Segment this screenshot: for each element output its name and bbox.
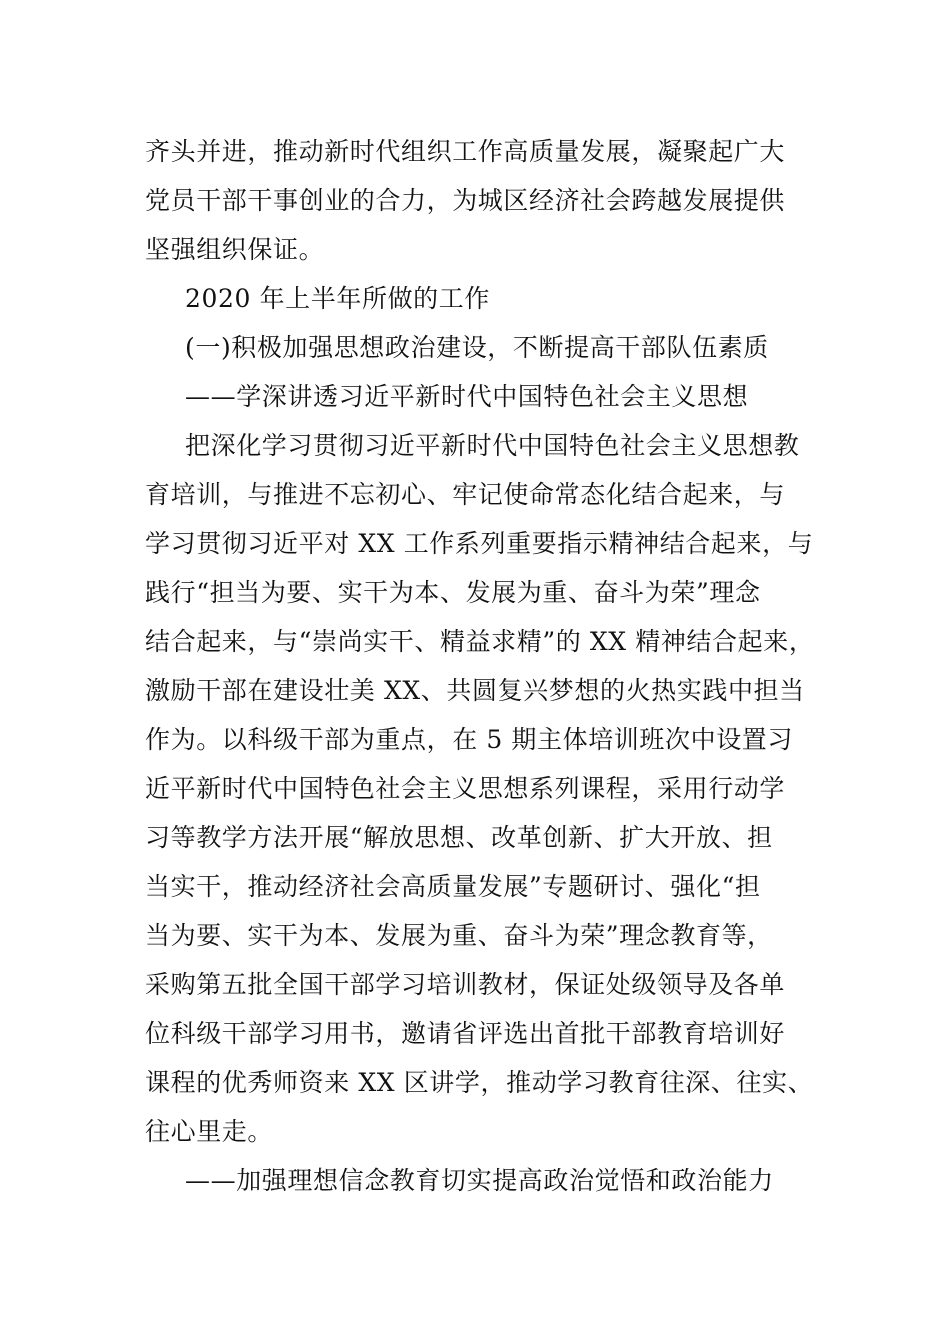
text-line: 位科级干部学习用书，邀请省评选出首批干部教育培训好 <box>145 1019 786 1048</box>
topic-heading: ——学深讲透习近平新时代中国特色社会主义思想 <box>185 382 749 411</box>
text-line: 往心里走。 <box>145 1117 274 1146</box>
text-line: 当为要、实干为本、发展为重、奋斗为荣”理念教育等， <box>145 921 773 950</box>
text-line: 齐头并进，推动新时代组织工作高质量发展，凝聚起广大 <box>145 137 786 166</box>
text-line: 当实干，推动经济社会高质量发展”专题研讨、强化“担 <box>145 872 761 901</box>
text-line: 践行“担当为要、实干为本、发展为重、奋斗为荣”理念 <box>145 578 761 607</box>
text-line: 激励干部在建设壮美 XX、共圆复兴梦想的火热实践中担当 <box>145 676 805 705</box>
text-line: 坚强组织保证。 <box>145 235 325 264</box>
paragraph-first-line: 把深化学习贯彻习近平新时代中国特色社会主义思想教 <box>185 431 800 460</box>
text-line: 党员干部干事创业的合力，为城区经济社会跨越发展提供 <box>145 186 786 215</box>
topic-heading: ——加强理想信念教育切实提高政治觉悟和政治能力 <box>185 1166 774 1195</box>
text-line: 学习贯彻习近平对 XX 工作系列重要指示精神结合起来，与 <box>145 529 814 558</box>
text-line: 习等教学方法开展“解放思想、改革创新、扩大开放、担 <box>145 823 773 852</box>
text-line: 课程的优秀师资来 XX 区讲学，推动学习教育往深、往实、 <box>145 1068 814 1097</box>
subsection-heading: (一)积极加强思想政治建设，不断提高干部队伍素质 <box>185 333 769 362</box>
text-line: 作为。以科级干部为重点，在 5 期主体培训班次中设置习 <box>145 725 794 754</box>
text-line: 育培训，与推进不忘初心、牢记使命常态化结合起来，与 <box>145 480 786 509</box>
document-body <box>145 127 815 1205</box>
section-heading: 2020 年上半年所做的工作 <box>185 284 490 313</box>
text-line: 结合起来，与“崇尚实干、精益求精”的 XX 精神结合起来， <box>145 627 815 656</box>
text-line: 采购第五批全国干部学习培训教材，保证处级领导及各单 <box>145 970 786 999</box>
text-line: 近平新时代中国特色社会主义思想系列课程，采用行动学 <box>145 774 786 803</box>
